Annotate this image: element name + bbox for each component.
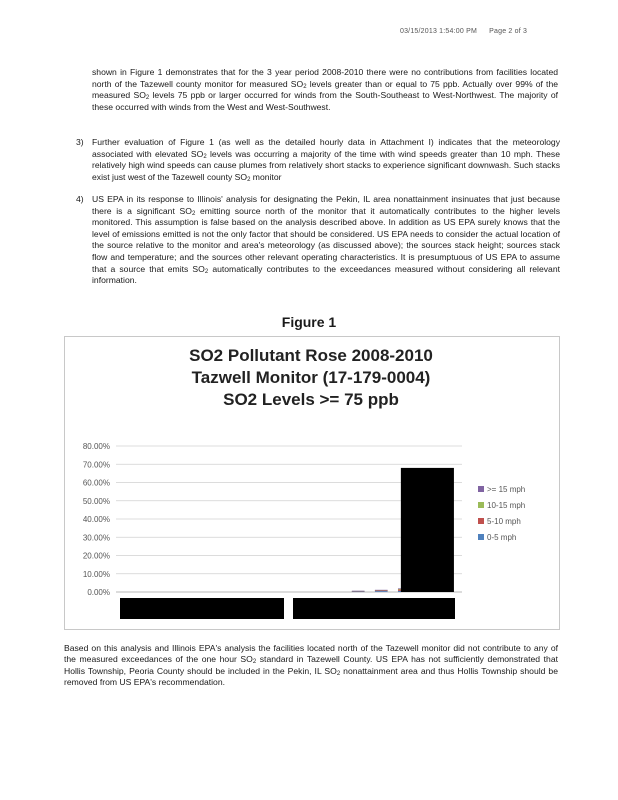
header-page-number: Page 2 of 3 [489, 28, 528, 35]
paragraph-conclusion: Based on this analysis and Illinois EPA's analysis the facilities located north of the Tazewell monitor did not contribute to any of the measured exceedances of the one hour $SO_2$ standard in Tazewell County. US EPA has not sufficiently demonstrated that Hollis Township, Peoria County should be included in the Pekin, IL $SO_2$ nonattainment area and thus Hollis Township should be removed from US EPA's recommendation. [64, 643, 558, 688]
legend-label: 0-5 mph [487, 533, 517, 542]
chart-title-line-2: Tazwell Monitor (17-179-0004) [191, 368, 431, 387]
chart-title-line-1: SO2 Pollutant Rose 2008-2010 [189, 346, 433, 365]
y-tick-label: 0.00% [87, 588, 110, 597]
y-tick-label: 60.00% [82, 478, 110, 488]
y-tick-label: 10.00% [82, 569, 110, 579]
list-item-text: Further evaluation of Figure 1 (as well as the detailed hourly data in Attachment I) indicates that the meteorology associated with elevated $SO_2$ levels was occurring a majority of the time with wind speeds greater than 10 mph. These relatively high wind speeds can cause plumes from relatively short stacks to experience significant downwash. Such stacks exist just west of the Tazewell county $SO_2$ monitor [92, 137, 560, 183]
list-number: 3) [76, 137, 84, 147]
legend-label: >= 15 mph [487, 485, 526, 494]
legend-label: 10-15 mph [487, 501, 526, 510]
y-tick-label: 80.00% [82, 442, 110, 451]
list-item-text: US EPA in its response to Illinois' analysis for designating the Pekin, IL area nonattainment insinuates that just because there is a significant $SO_2$ emitting source north of the monitor that it automatically contributes to the higher levels monitored. This assumption is false based on the analysis described above. In addition as US EPA surely knows that the level of emissions emitted is not the only factor that should be considered. US EPA needs to consider the actual location of the source relative to the monitor and area's meteorology (as discussed above); the sources stack height; sources stack flow and temperature; and the sources other relevant operating characteristics. It is presumptuous of US EPA to assume that a source that emits $SO_2$ automatically contributes to the exceedances measured without considering all relevant information. [92, 194, 560, 286]
list-number: 4) [76, 194, 84, 204]
header-timestamp: 03/15/2013 1:54:00 PM [400, 28, 477, 35]
paragraph-figure-summary: shown in Figure 1 demonstrates that for the 3 year period 2008-2010 there were no contributions from facilities located north of the Tazewell county monitor for measured $SO_2$ levels greater than or equal to 75 ppb. Actually over 99% of the measured $SO_2$ levels 75 ppb or larger occurred for winds from the South-Southeast to West-Northwest. The majority of these occurred with winds from the West and West-Southwest. [92, 67, 558, 112]
y-tick-label: 50.00% [82, 496, 110, 506]
page-header [400, 28, 527, 35]
y-tick-label: 40.00% [82, 515, 110, 524]
figure-label: Figure 1 [281, 314, 337, 330]
y-tick-label: 30.00% [82, 533, 110, 543]
y-tick-label: 20.00% [82, 551, 110, 561]
legend-label: 5-10 mph [487, 517, 521, 526]
y-tick-label: 70.00% [82, 460, 110, 470]
chart-title-line-3: SO2 Levels >= 75 ppb [223, 390, 399, 409]
